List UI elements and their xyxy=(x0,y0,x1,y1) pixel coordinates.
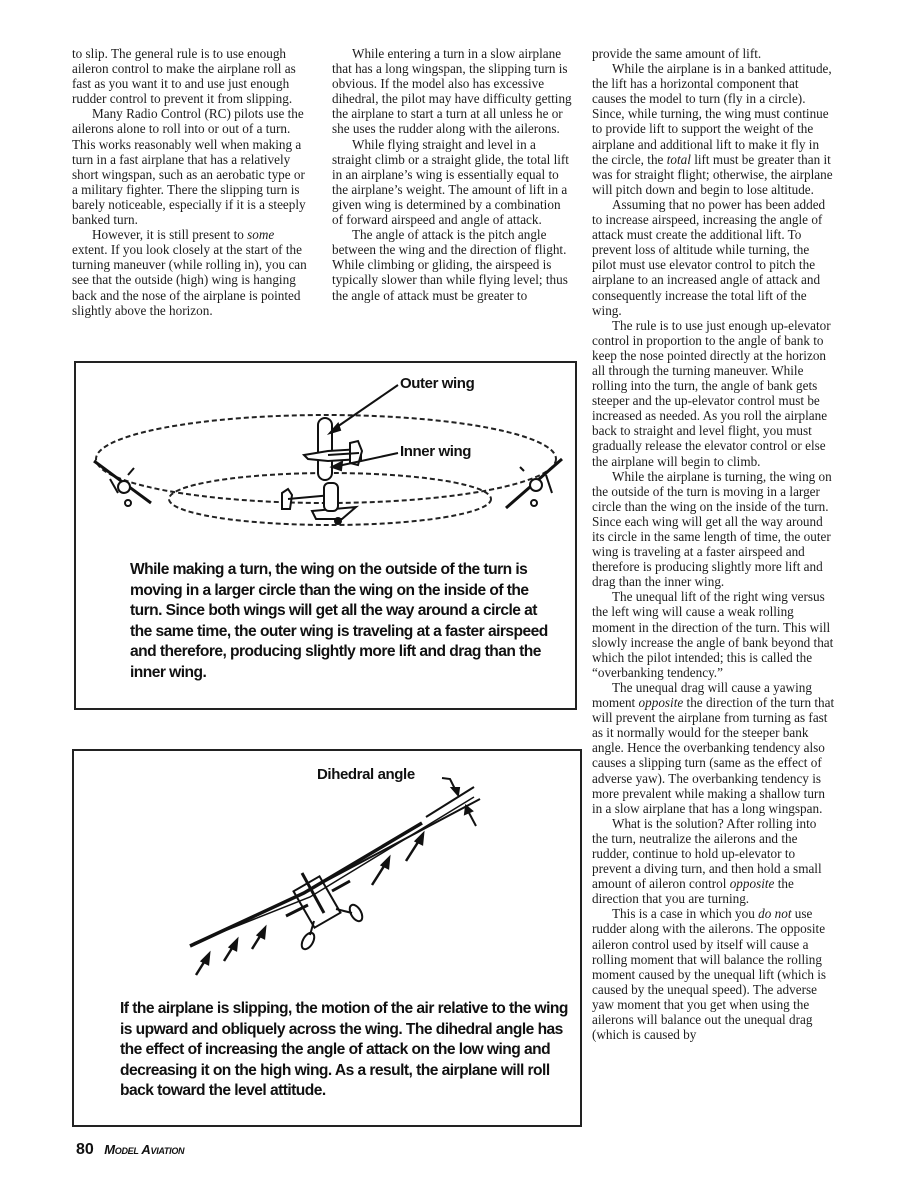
emphasis: opposite xyxy=(729,876,775,892)
turn-diagram-figure xyxy=(74,361,577,710)
airplane-left-icon xyxy=(94,461,151,506)
text-run: lift must be greater than it was for straight flight; otherwise, the airplane will pitch down and begin to lose altitude. xyxy=(592,151,833,197)
dihedral-diagram-caption: If the airplane is slipping, the motion of the air relative to the wing is upward and obliquely across the wing. The dihedral angle has the effect of increasing the angle of attack on the low wing and decreasing it on the high wing. As a result, the airplane will roll back toward the level attitude. xyxy=(120,1000,568,1100)
page-footer xyxy=(76,1141,184,1159)
text-run: This is a case in which you xyxy=(612,906,759,922)
dihedral-diagram-figure xyxy=(72,749,582,1127)
text-run: The unequal drag will cause a yawing moment xyxy=(592,679,812,711)
paragraph xyxy=(592,680,835,816)
emphasis: total xyxy=(666,151,691,167)
paragraph: provide the same amount of lift. xyxy=(592,46,762,61)
paragraph: The unequal lift of the right wing versus the left wing will cause a weak rolling moment in the direction of the turn. This will slowly increase the angle of bank beyond that which the pilot intended; this is called the “overbanking tendency.” xyxy=(592,589,834,680)
outer-wing-label: Outer wing xyxy=(400,375,475,392)
paragraph: The rule is to use just enough up-elevator control in proportion to the angle of bank to keep the nose pointed directly at the horizon all through the turning maneuver. While rolling into the turn, the angle of bank gets steeper and the up-elevator control must be increased as needed. As you roll the airplane back to straight and level flight, you must gradually release the elevator control or else the airplane will begin to climb. xyxy=(592,317,831,469)
paragraph: While flying straight and level in a straight climb or a straight glide, the total lift in an airplane’s wing is essentially equal to the airplane’s weight. The amount of lift in a given wing is determined by a combination of forward airspeed and angle of attack. xyxy=(332,136,569,228)
paragraph xyxy=(592,816,835,907)
text-run: What is the solution? After rolling into the turn, neutralize the ailerons and the rudder, continue to hold up-elevator to prevent a diving turn, and then hold a small amount of aileron control xyxy=(592,815,822,892)
page-number: 80 xyxy=(76,1141,94,1158)
paragraph: Many Radio Control (RC) pilots use the ailerons alone to roll into or out of a turn. This works reasonably well when making a turn in a fast airplane that has a relatively short wingspan, such as an aerobatic type or a military fighter. There the slipping turn is barely noticeable, especially if it is a steeply banked turn. xyxy=(72,106,306,228)
dihedral-angle-label: Dihedral angle xyxy=(317,766,415,783)
dihedral-angle-marker xyxy=(442,778,476,826)
emphasis: opposite xyxy=(638,695,684,711)
paragraph xyxy=(72,227,308,318)
text-run: However, it is still present to xyxy=(92,227,248,243)
text-run: extent. If you look closely at the start of the turning maneuver (while rolling in), you can see that the outside (high) wing is hanging back and the nose of the airplane is pointed slightly above the horizon. xyxy=(72,242,307,318)
airplane-top-icon xyxy=(304,418,362,480)
paragraph: The angle of attack is the pitch angle between the wing and the direction of flight. While climbing or gliding, the airspeed is typically slower than while flying level; thus the angle of attack must be greater to xyxy=(332,227,568,303)
paragraph: While entering a turn in a slow airplane that has a long wingspan, the slipping turn is obvious. If the model also has excessive dihedral, the pilot may have difficulty getting the airplane to start a turn at all unless he or she uses the rudder along with the ailerons. xyxy=(332,46,572,137)
text-column-2 xyxy=(332,46,572,303)
inner-wing-label: Inner wing xyxy=(400,443,472,460)
text-run: use rudder along with the ailerons. The opposite aileron control used by itself will cause a rolling moment that will balance the rolling moment caused by the unequal lift (which is caused by the unequal speed). The adverse yaw moment that you get when using the ailerons will balance out the unequal drag (which is caused by xyxy=(592,906,827,1043)
paragraph: Assuming that no power has been added to increase airspeed, increasing the angle of attack must create the additional lift. To prevent loss of altitude while turning, the pilot must use elevator control to pitch the airplane to an increased angle of attack and consequently increase the total lift of the wing. xyxy=(592,196,826,318)
text-column-3 xyxy=(592,46,835,1042)
text-run: the direction of the turn that will prevent the airplane from turning as fast as it normally would for the steeper bank angle. Hence the overbanking tendency also causes a slipping turn (same as the effect of adverse yaw). The overbanking tendency is more prevalent while making a shallow turn in a slow airplane that has a long wingspan. xyxy=(592,695,835,816)
paragraph xyxy=(592,906,835,1042)
text-column-1 xyxy=(72,46,308,318)
text-run: the direction that you are turning. xyxy=(592,876,794,907)
emphasis: do not xyxy=(758,906,792,922)
emphasis: some xyxy=(247,227,275,243)
text-run: While the airplane is in a banked attitude, the lift has a horizontal component that causes the model to turn (fly in a circle). Since, while turning, the wing must continue to provide lift to support the weight of the airplane and additional lift to make it fly in the circle, the xyxy=(592,61,832,167)
paragraph xyxy=(592,61,835,197)
magazine-title: Model Aviation xyxy=(104,1142,185,1157)
paragraph: to slip. The general rule is to use enough aileron control to make the airplane roll as fast as you want it to and use just enough rudder control to prevent it from slipping. xyxy=(72,46,296,107)
airflow-arrows xyxy=(196,834,423,975)
turn-diagram-caption: While making a turn, the wing on the outside of the turn is moving in a larger circle than the wing on the inside of the turn. Since both wings will get all the way around a circle at the same time, the outer wing is traveling at a faster airspeed and therefore, producing slightly more lift and drag than the inner wing. xyxy=(130,561,548,681)
paragraph: While the airplane is turning, the wing on the outside of the turn is moving in a larger circle than the wing on the inside of the turn. Since each wing will get all the way around its circle in the same length of time, the outer wing is traveling at a faster airspeed and therefore is producing slightly more lift and drag than the inner wing. xyxy=(592,468,832,590)
